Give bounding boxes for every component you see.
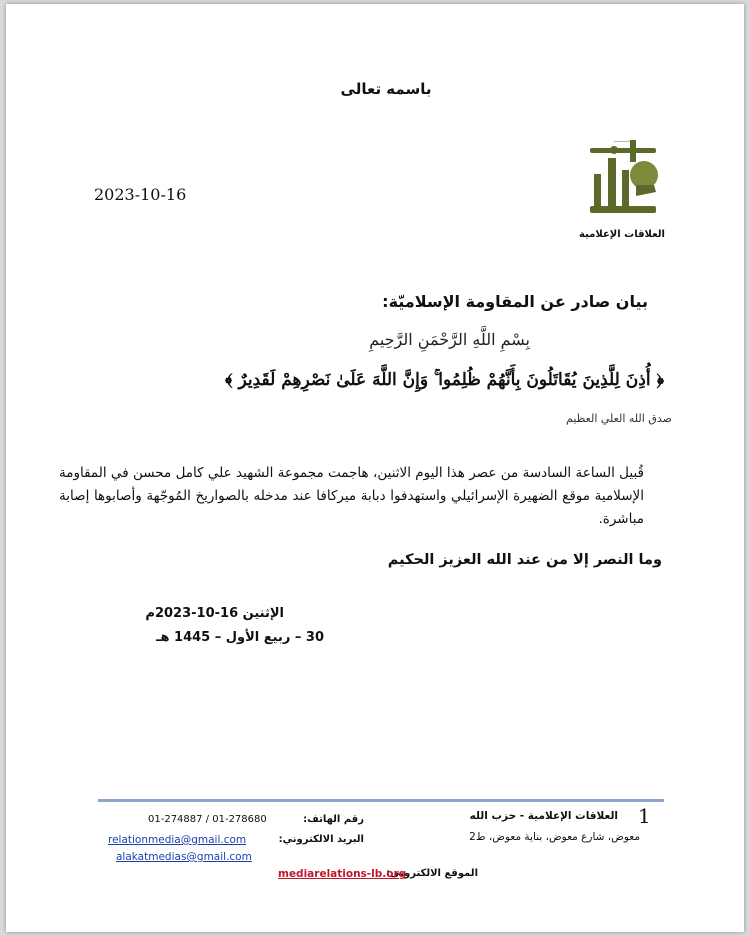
footer-divider [98, 799, 664, 802]
email-label: البريد الالكتروني: [278, 834, 364, 845]
statement-heading: بيان صادر عن المقاومة الإسلاميّة: [382, 292, 648, 311]
hijri-date: 30 – ربيع الأول – 1445 هـ [156, 630, 324, 645]
email-link-secondary[interactable]: alakatmedias@gmail.com [116, 851, 252, 863]
phone-label: رقم الهاتف: [303, 814, 364, 825]
footer-organization: العلاقات الإعلامية - حزب الله [469, 810, 618, 822]
invocation-header: باسمه تعالى [340, 80, 432, 98]
closing-phrase: وما النصر إلا من عند الله العزيز الحكيم [387, 552, 662, 568]
quran-verse: ﴿ أُذِنَ لِلَّذِينَ يُقَاتَلُونَ بِأَنَّهُمْ ظُلِمُوا ۚ وَإِنَّ اللَّهَ عَلَىٰ نَصْرِهِمْ لَقَدِيرٌ ﴾ [225, 370, 664, 390]
gregorian-date: الإثنين 16-10-2023م [145, 606, 284, 621]
statement-body: قُبيل الساعة السادسة من عصر هذا اليوم الاثنين، هاجمت مجموعة الشهيد علي كامل محسن في المقاومة الإسلامية موقع الضهيرة الإسرائيلي واستهدفوا دبابة ميركافا عند مدخله بالصواريخ المُوجّهة وأصابوها إصابة مباشرة. [59, 465, 644, 527]
footer-address: معوض، شارع معوض، بناية معوض، ط2 [469, 831, 640, 843]
verse-attribution: صدق الله العلي العظيم [566, 412, 672, 425]
document-date: 2023-10-16 [94, 185, 187, 204]
website-label: الموقع الالكتروني: [386, 868, 478, 879]
website-link[interactable]: mediarelations-lb.org [278, 868, 407, 880]
email-link-primary[interactable]: relationmedia@gmail.com [108, 834, 247, 846]
page-number: 1 [638, 804, 651, 828]
logo-caption: العلاقات الإعلامية [579, 229, 665, 240]
phone-number: 01-274887 / 01-278680 [148, 814, 267, 825]
svg-text:ـــــــــــ: ـــــــــــ [613, 138, 631, 144]
document-page [6, 4, 744, 932]
basmala: بِسْمِ اللَّهِ الرَّحْمَنِ الرَّحِيمِ [369, 330, 530, 349]
